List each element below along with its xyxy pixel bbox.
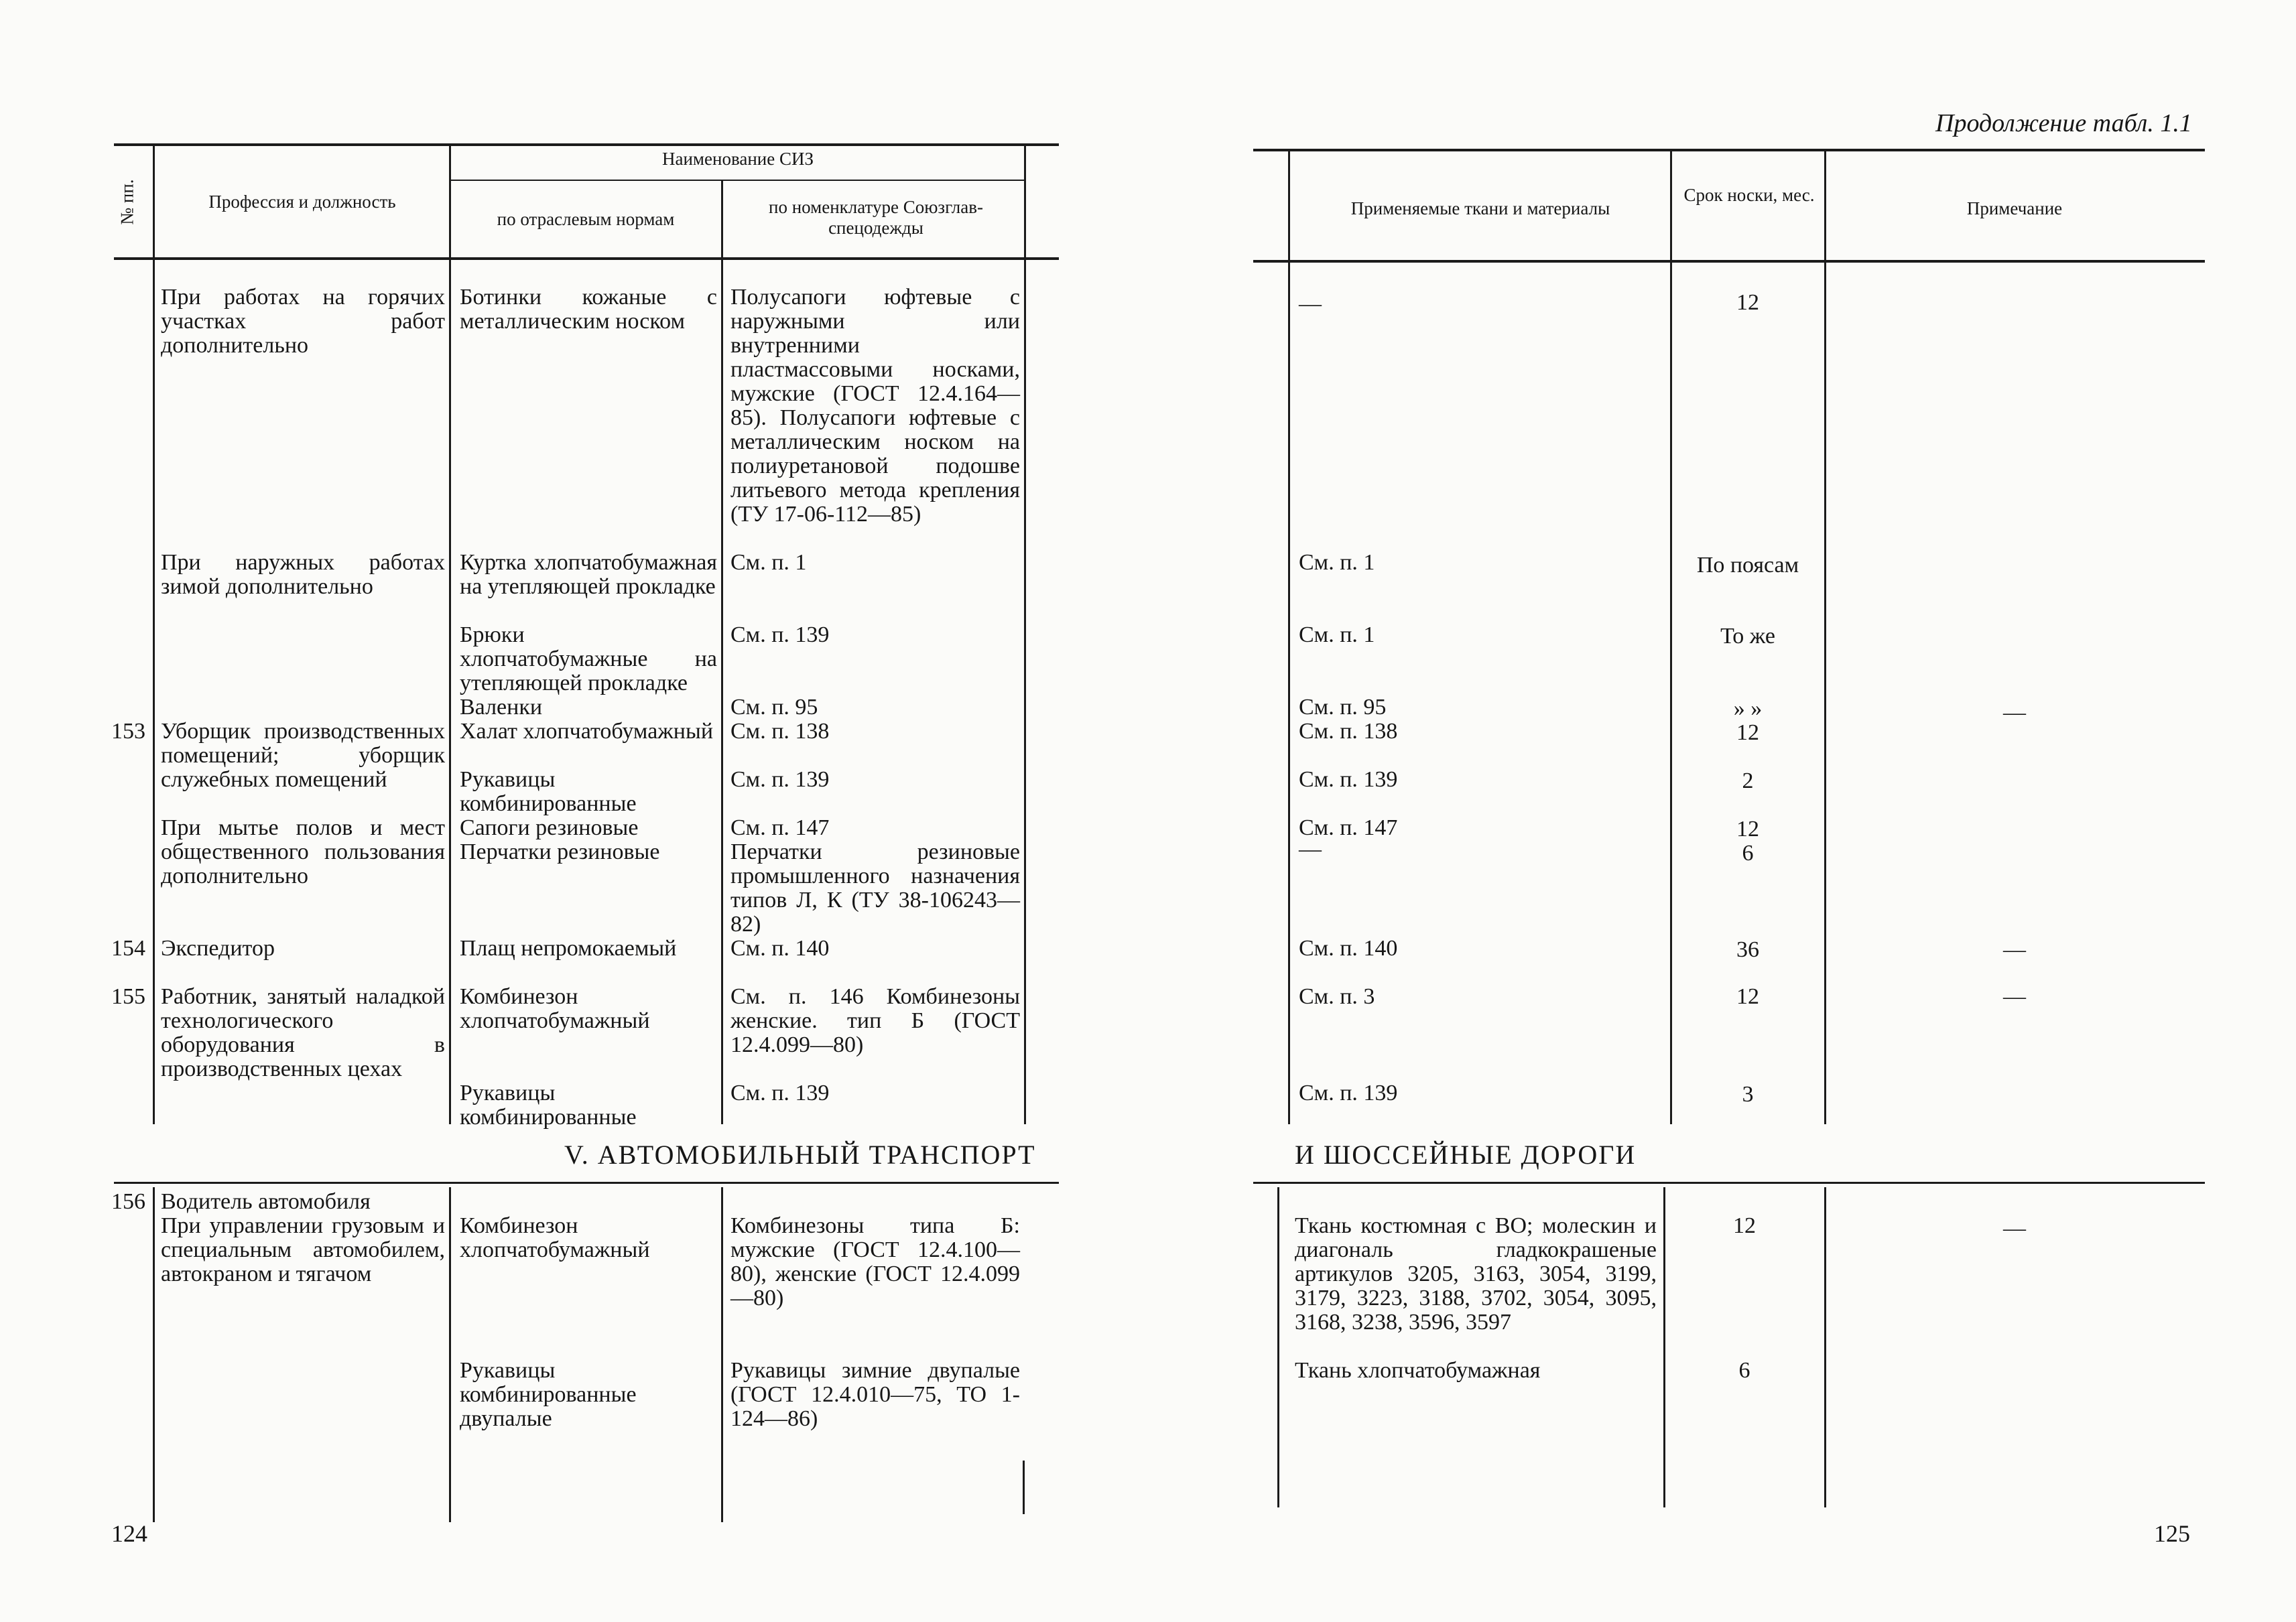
siz-nomenclature-cell: См. п. 139 [730,1081,830,1105]
term-cell: » » [1733,696,1763,721]
siz-norm-cell: Комбинезон хлопчатобумажный [460,984,650,1033]
siz-nomenclature-cell: См. п. 138 [730,719,830,744]
profession-cell: При работах на горячих участках работ дополнительно [161,285,445,358]
siz-nomenclature-cell: См. п. 140 [730,936,830,961]
header-term-col: Срок носки, мес. [1683,185,1815,205]
profession-cell: Водитель автомобиля [161,1189,371,1214]
siz-norm-cell: Рукавицы комбинированные двупалые [460,1358,637,1431]
right-col-divider [1824,1187,1826,1507]
note-cell: — [2003,700,2026,725]
siz-nomenclature-cell: Рукавицы зимние двупалые (ГОСТ 12.4.010—75, ТО 1-124—86) [730,1358,1020,1431]
siz-norm-cell: Плащ непромокаемый [460,936,677,961]
siz-norm-cell: Куртка хлопчатобумажная на утепляющей прокладке [460,550,717,599]
profession-cell: Работник, занятый наладкой технологического оборудования в производственных цехах [161,984,445,1081]
siz-norm-cell: Рукавицы комбинированные [460,767,637,816]
term-cell: 12 [1736,290,1759,315]
term-cell: 6 [1738,1358,1750,1383]
profession-cell: Уборщик производственных помещений; уборщик служебных помещений [161,719,445,792]
left-col-divider [153,1187,155,1522]
term-cell: 36 [1736,937,1759,962]
right-col-divider [1288,151,1290,1124]
note-cell: — [2003,984,2026,1009]
materials-cell: См. п. 139 [1299,767,1398,792]
header-num-col: № пп. [117,179,137,225]
siz-nomenclature-cell: Полусапоги юфтевые с наружными или внутренними пластмассовыми носками, мужские (ГОСТ 12.4.164—85). Полусапоги юфтевые с металлическим носком на полиуретановой подошве литьевого метода крепления (ТУ 17-06-112—85) [730,285,1020,527]
siz-norm-cell: Рукавицы комбинированные [460,1081,637,1130]
page-number-right: 125 [2154,1520,2190,1547]
materials-cell: См. п. 95 [1299,695,1387,720]
row-number: 156 [111,1189,145,1214]
siz-nomenclature-cell: См. п. 1 [730,550,807,575]
header-siz-group: Наименование СИЗ [662,149,814,169]
profession-cell: При мытье полов и мест общественного пользования дополнительно [161,815,445,888]
materials-cell: См. п. 140 [1299,936,1398,961]
left-top-rule [114,143,1059,146]
siz-norm-cell: Валенки [460,695,543,720]
term-cell: 2 [1742,768,1754,793]
profession-cell: При управлении грузовым и специальным автомобилем, автокраном и тягачом [161,1213,445,1286]
siz-nomenclature-cell: См. п. 146 Комбинезоны женские. тип Б (ГОСТ 12.4.099—80) [730,984,1020,1057]
term-cell: 12 [1736,984,1759,1009]
term-cell: 12 [1736,817,1759,841]
materials-cell: См. п. 3 [1299,984,1375,1009]
left-col-divider [449,1187,451,1522]
term-cell: 12 [1733,1213,1756,1238]
term-cell: 12 [1736,720,1759,745]
right-col-divider [1277,1187,1279,1507]
materials-cell: См. п. 147 [1299,815,1398,840]
left-col-divider [449,146,451,1124]
materials-cell: Ткань костюмная с ВО; молескин и диагональ гладкокрашеные артикулов 3205, 3163, 3054, 3199, 3179, 3223, 3188, 3702, 3054, 3095, 3168, 3238, 3596, 3597 [1295,1213,1657,1335]
row-number: 153 [111,719,145,744]
siz-nomenclature-cell: См. п. 147 [730,815,830,840]
siz-nomenclature-cell: См. п. 95 [730,695,818,720]
siz-norm-cell: Халат хлопчатобумажный [460,719,714,744]
header-siz-nomenclature: по номенклатуре Союзглав-спецодежды [769,197,983,239]
profession-cell: Экспедитор [161,936,275,961]
header-note-col: Примечание [1966,198,2063,218]
siz-nomenclature-cell: См. п. 139 [730,767,830,792]
left-col-divider [721,1187,723,1522]
left-col-divider [153,146,155,1124]
section-title-left: V. АВТОМОБИЛЬНЫЙ ТРАНСПОРТ [564,1140,1036,1170]
right-top-rule [1253,149,2205,151]
right-col-divider [1824,151,1826,1124]
left-col-divider [721,181,723,1124]
left-col-divider [1023,1461,1025,1514]
materials-cell: См. п. 1 [1299,550,1375,575]
row-number: 154 [111,936,145,961]
siz-norm-cell: Ботинки кожаные с металлическим носком [460,285,717,334]
right-col-divider [1663,1187,1665,1507]
materials-cell: См. п. 138 [1299,719,1398,744]
term-cell: 6 [1742,841,1754,866]
siz-norm-cell: Комбинезон хлопчатобумажный [460,1213,650,1262]
materials-cell: См. п. 1 [1299,622,1375,647]
right-header-bottom-rule [1253,260,2205,263]
header-materials-col: Применяемые ткани и материалы [1350,198,1610,218]
left-header-bottom-rule [114,257,1059,260]
continuation-label: Продолжение табл. 1.1 [1935,109,2192,137]
siz-nomenclature-cell: См. п. 139 [730,622,830,647]
materials-cell: См. п. 139 [1299,1081,1398,1105]
materials-cell: Ткань хлопчатобумажная [1295,1358,1541,1383]
header-siz-industry: по отраслевым нормам [497,209,675,229]
materials-cell: — [1299,291,1322,316]
siz-norm-cell: Сапоги резиновые [460,815,639,840]
left-section-rule [114,1182,1059,1184]
note-cell: — [2003,937,2026,962]
note-cell: — [2003,1216,2026,1241]
siz-nomenclature-cell: Перчатки резиновые промышленного назначения типов Л, К (ТУ 38-106243—82) [730,839,1020,937]
term-cell: То же [1720,624,1775,649]
right-col-divider [1670,151,1672,1124]
siz-norm-cell: Брюки хлопчатобумажные на утепляющей прокладке [460,622,717,695]
page-number-left: 124 [111,1520,147,1547]
right-section-rule [1253,1182,2205,1184]
materials-cell: — [1299,837,1322,862]
left-siz-subrule [450,180,1025,181]
header-profession-col: Профессия и должность [208,192,396,212]
siz-nomenclature-cell: Комбинезоны типа Б: мужские (ГОСТ 12.4.100—80), женские (ГОСТ 12.4.099—80) [730,1213,1020,1310]
term-cell: По поясам [1696,553,1799,578]
section-title-right: И ШОССЕЙНЫЕ ДОРОГИ [1295,1140,1637,1170]
siz-norm-cell: Перчатки резиновые [460,839,660,864]
profession-cell: При наружных работах зимой дополнительно [161,550,445,599]
row-number: 155 [111,984,145,1009]
term-cell: 3 [1742,1082,1754,1107]
left-col-divider [1024,146,1026,1124]
